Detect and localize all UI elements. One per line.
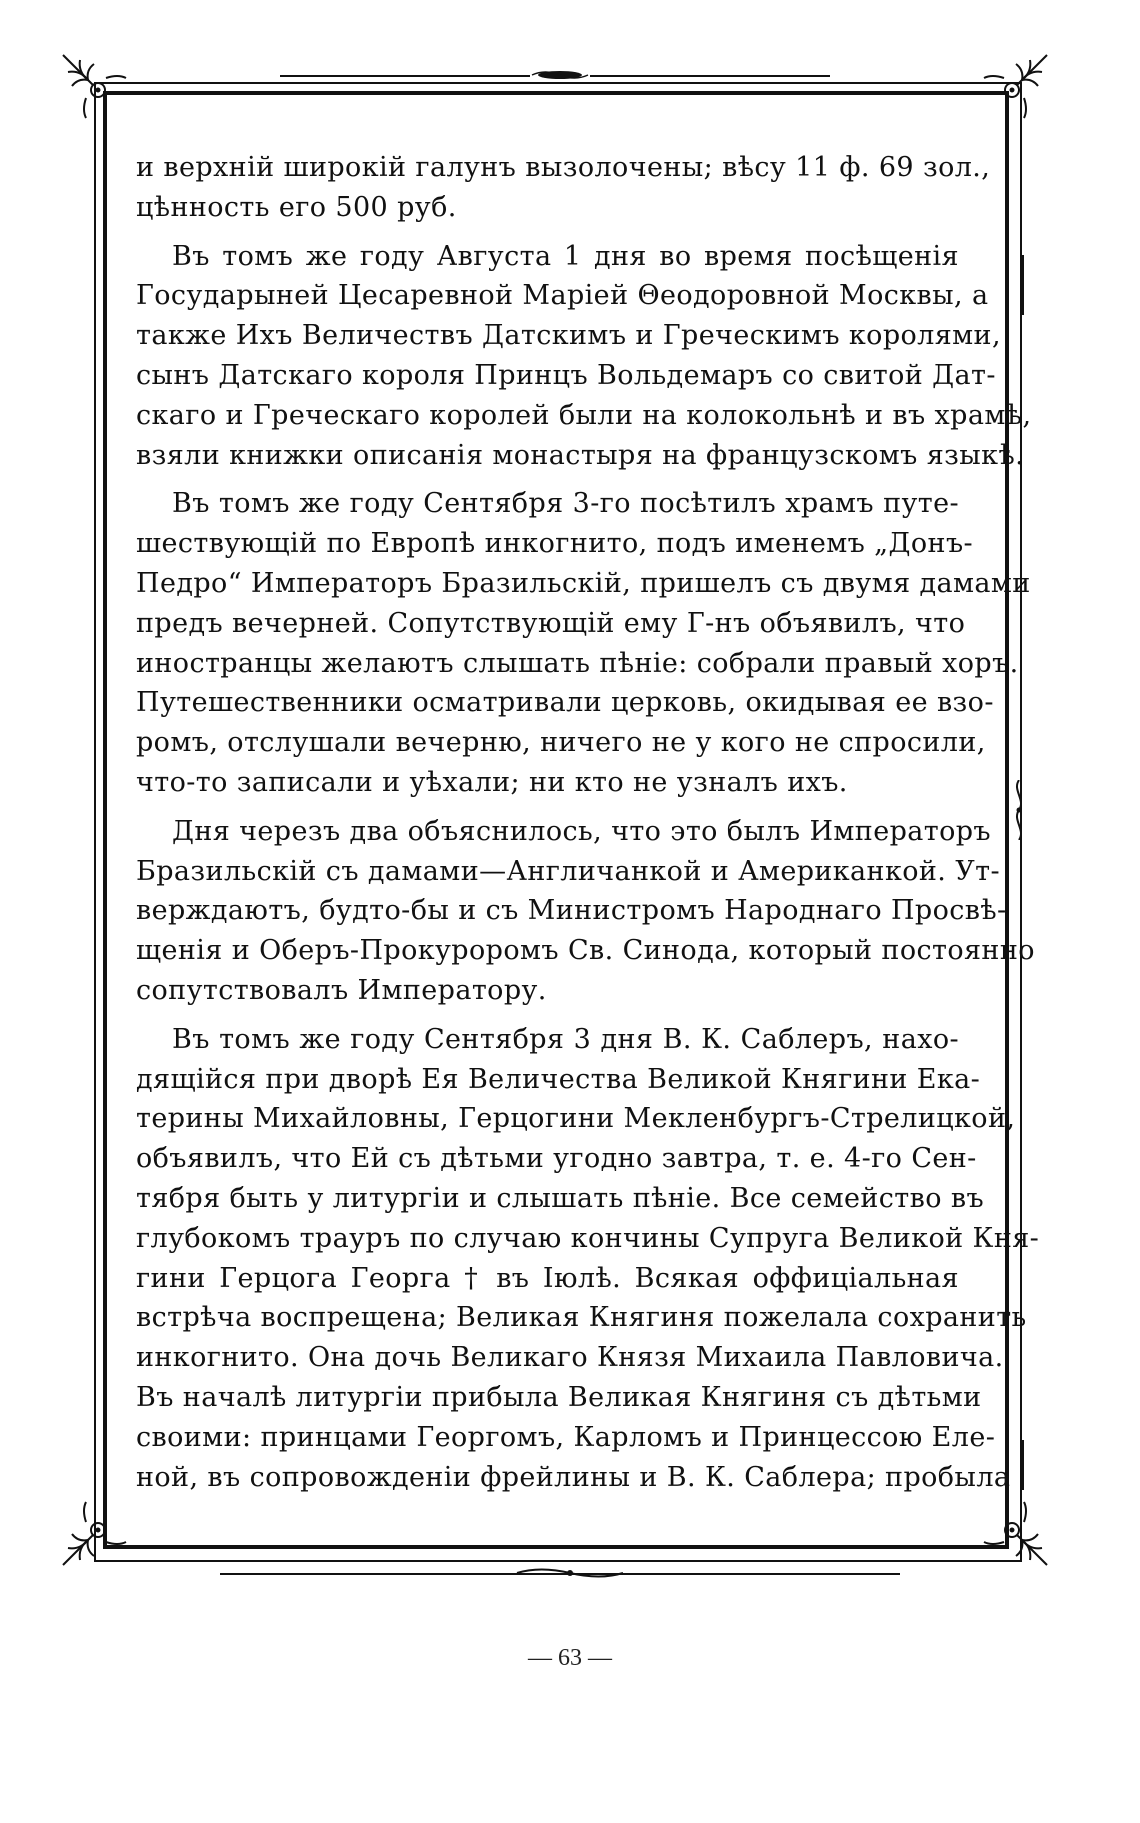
- paragraph: [136, 484, 1031, 802]
- text-line: иностранцы желаютъ слышать пѣніе: собрали правый хоръ.: [136, 647, 1019, 679]
- text-line: также Ихъ Величествъ Датскимъ и Греческимъ королями,: [136, 320, 1001, 352]
- body-text: [136, 148, 1040, 1497]
- text-line: сынъ Датскаго короля Принцъ Вольдемаръ со свитой Дат-: [136, 359, 996, 391]
- text-line: предъ вечерней. Сопутствующій ему Г-нъ объявилъ, что: [136, 607, 966, 639]
- text-line: гини Герцога Георга † въ Іюлѣ. Всякая оффиціальная: [136, 1262, 959, 1294]
- corner-flourish-icon: [982, 50, 1052, 120]
- side-ornament-icon: [1012, 780, 1026, 840]
- text-line: Въ томъ же году Сентября 3-го посѣтилъ храмъ путе-: [172, 488, 959, 520]
- text-line: инкогнито. Она дочь Великаго Князя Михаила Павловича.: [136, 1342, 1004, 1374]
- bottom-ornament-icon: [515, 1566, 625, 1580]
- page-number: — 63 —: [528, 1645, 612, 1671]
- text-line: шествующій по Европѣ инкогнито, подъ именемъ „Донъ-: [136, 528, 974, 560]
- text-line: ромъ, отслушали вечерню, ничего не у кого не спросили,: [136, 727, 986, 759]
- text-line: цѣнность его 500 руб.: [136, 191, 457, 223]
- text-line: и верхній широкій галунъ вызолочены; вѣсу 11 ф. 69 зол.,: [136, 152, 991, 183]
- text-line: ной, въ сопровожденіи фрейлины и В. К. Саблера; пробыла: [136, 1461, 1011, 1493]
- text-line: глубокомъ трауръ по случаю кончины Супруга Великой Кня-: [136, 1222, 1040, 1254]
- text-line: объявилъ, что Ей съ дѣтьми угодно завтра, т. е. 4-го Сен-: [136, 1143, 977, 1175]
- corner-flourish-icon: [58, 50, 128, 120]
- paragraph: [136, 812, 1035, 1011]
- text-line: Педро“ Императоръ Бразильскій, пришелъ съ двумя дамами: [136, 567, 1031, 599]
- text-line: встрѣча воспрещена; Великая Княгиня пожелала сохранить: [136, 1302, 1027, 1334]
- top-rule-right: [590, 75, 830, 77]
- top-ornament-icon: [530, 68, 590, 82]
- side-rule-mark: [1022, 1440, 1024, 1490]
- text-line: своими: принцами Георгомъ, Карломъ и Принцессою Еле-: [136, 1421, 996, 1453]
- paragraph: [136, 237, 1032, 476]
- text-line: Въ началѣ литургіи прибыла Великая Княгиня съ дѣтьми: [136, 1381, 982, 1413]
- text-line: верждаютъ, будто-бы и съ Министромъ Народнаго Просвѣ-: [136, 895, 1007, 927]
- text-line: щенія и Оберъ-Прокуроромъ Св. Синода, который постоянно: [136, 935, 1035, 967]
- text-line: Бразильскій съ дамами—Англичанкой и Американкой. Ут-: [136, 855, 1001, 887]
- text-line: Государыней Цесаревной Маріей Θеодоровной Москвы, а: [136, 280, 989, 312]
- text-line: Дня черезъ два объяснилось, что это былъ Императоръ: [172, 815, 992, 847]
- text-line: Въ томъ же году Сентября 3 дня В. К. Саблеръ, нахо-: [172, 1023, 959, 1055]
- top-rule-left: [280, 75, 530, 77]
- paragraph: [136, 1020, 1040, 1498]
- text-line: взяли книжки описанія монастыря на французскомъ языкѣ.: [136, 439, 1025, 471]
- side-rule-mark: [1022, 255, 1024, 315]
- text-line: тября быть у литургіи и слышать пѣніе. Все семейство въ: [136, 1182, 985, 1214]
- text-line: Въ томъ же году Августа 1 дня во время посѣщенія: [172, 240, 959, 272]
- text-line: терины Михайловны, Герцогини Мекленбургъ-Стрелицкой,: [136, 1103, 1016, 1135]
- text-line: сопутствовалъ Императору.: [136, 974, 547, 1006]
- text-line: Путешественники осматривали церковь, окидывая ее взо-: [136, 687, 994, 719]
- corner-flourish-icon: [58, 1500, 128, 1570]
- paragraph: [136, 148, 991, 228]
- text-line: скаго и Греческаго королей были на колокольнѣ и въ храмѣ,: [136, 399, 1032, 431]
- text-line: что-то записали и уѣхали; ни кто не узналъ ихъ.: [136, 766, 848, 798]
- text-line: дящійся при дворѣ Ея Величества Великой Княгини Ека-: [136, 1063, 981, 1095]
- corner-flourish-icon: [982, 1500, 1052, 1570]
